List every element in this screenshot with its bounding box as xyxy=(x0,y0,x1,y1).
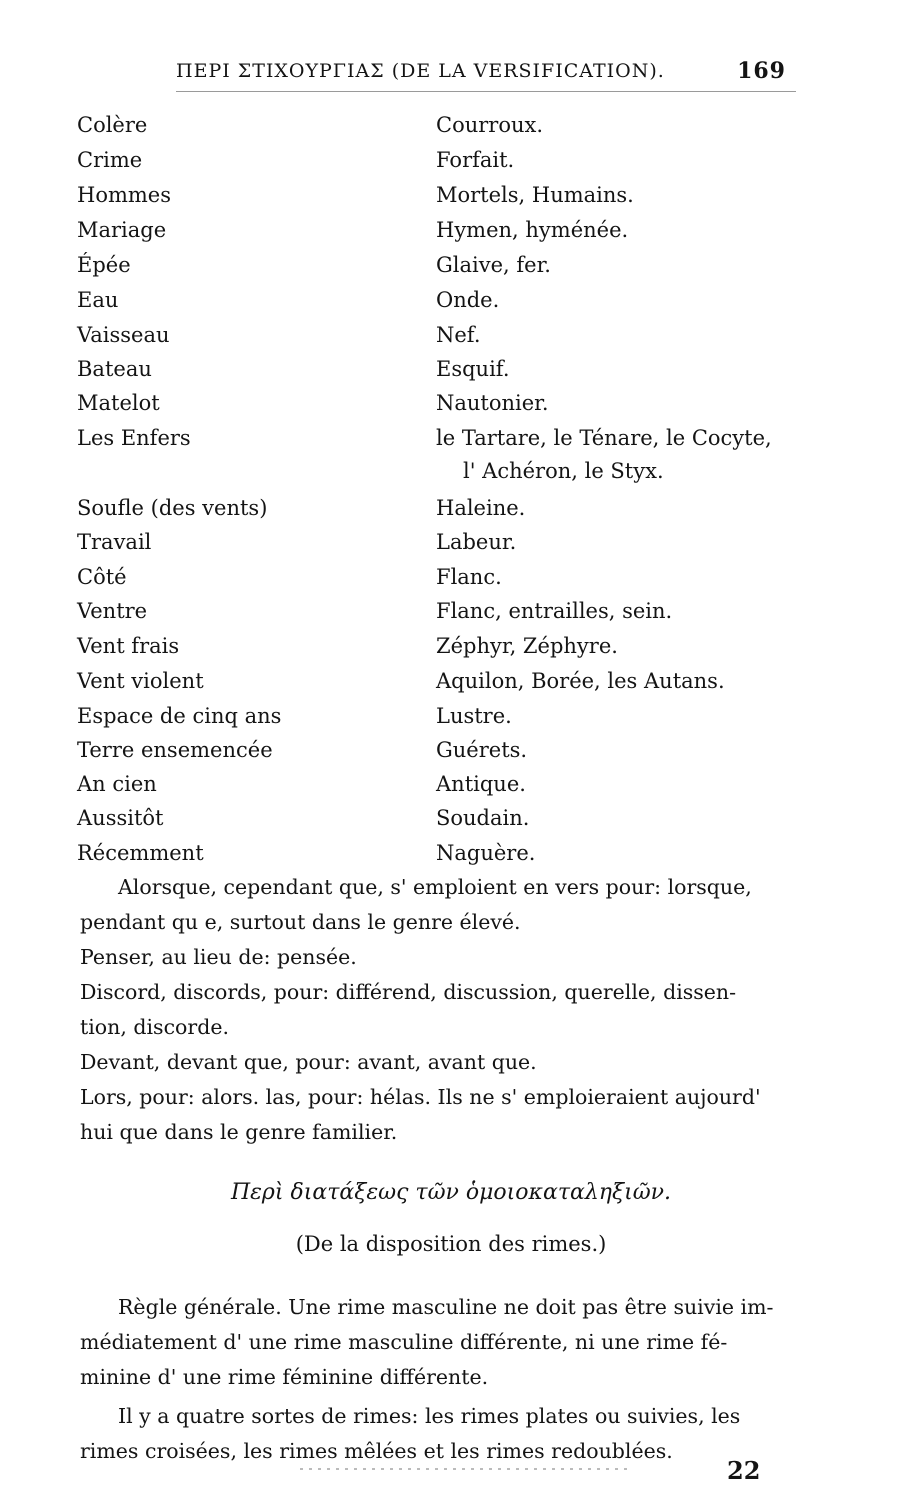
rule-line: Règle générale. Une rime masculine ne doit pas être suivie im- xyxy=(118,1295,774,1319)
note-line: pendant qu e, surtout dans le genre élevé. xyxy=(80,910,521,934)
vocab-term: Vaisseau xyxy=(77,323,170,347)
vocab-synonyms: Nef. xyxy=(436,323,481,347)
vocab-synonyms: Zéphyr, Zéphyre. xyxy=(436,634,618,658)
usage-notes xyxy=(80,870,806,1150)
note-line: hui que dans le genre familier. xyxy=(80,1120,398,1144)
vocab-term: Matelot xyxy=(77,391,160,415)
rule-line: Il y a quatre sortes de rimes: les rimes plates ou suivies, les xyxy=(118,1404,741,1428)
rule-paragraph xyxy=(80,1290,806,1395)
vocab-synonyms: Esquif. xyxy=(436,357,510,381)
vocab-term: Bateau xyxy=(77,357,152,381)
vocab-term: Récemment xyxy=(77,841,204,865)
vocab-synonyms: Aquilon, Borée, les Autans. xyxy=(436,669,725,693)
rule-paragraph xyxy=(80,1399,806,1469)
vocab-synonyms: Flanc. xyxy=(436,565,502,589)
rhyme-rules xyxy=(80,1290,806,1473)
vocab-synonyms: Mortels, Humains. xyxy=(436,183,634,207)
vocab-synonyms: Naguère. xyxy=(436,841,536,865)
vocab-synonyms-continued: l' Achéron, le Styx. xyxy=(463,459,664,483)
section-title-french: (De la disposition des rimes.) xyxy=(295,1232,607,1256)
vocab-synonyms: Courroux. xyxy=(436,113,543,137)
vocab-synonyms: Antique. xyxy=(436,772,526,796)
vocab-synonyms: Onde. xyxy=(436,288,500,312)
vocab-term: Ventre xyxy=(77,599,148,623)
vocab-term: Espace de cinq ans xyxy=(77,704,282,728)
vocab-synonyms: Haleine. xyxy=(436,496,526,520)
vocab-synonyms: Forfait. xyxy=(436,148,515,172)
vocab-term: Côté xyxy=(77,565,127,589)
vocab-term: Crime xyxy=(77,148,143,172)
vocab-synonyms: Glaive, fer. xyxy=(436,253,551,277)
section-title-greek: Περὶ διατάξεως τῶν ὁμοιοκαταληξιῶν. xyxy=(230,1180,672,1205)
vocab-term: Aussitôt xyxy=(77,806,164,830)
vocab-synonyms: Guérets. xyxy=(436,738,528,762)
vocab-term: Eau xyxy=(77,288,119,312)
vocab-synonyms: Flanc, entrailles, sein. xyxy=(436,599,673,623)
vocab-term: Travail xyxy=(77,530,152,554)
vocab-term: Terre ensemencée xyxy=(77,738,273,762)
header-title: ΠΕΡΙ ΣΤΙΧΟΥΡΓΙΑΣ (DE LA VERSIFICATION). xyxy=(176,60,665,82)
vocab-synonyms: le Tartare, le Ténare, le Cocyte, xyxy=(436,426,772,450)
note-paragraph xyxy=(80,1080,806,1150)
running-header xyxy=(176,60,796,90)
note-line: Lors, pour: alors. las, pour: hélas. Ils ne s' emploieraient aujourd' xyxy=(80,1085,761,1109)
note-line: Penser, au lieu de: pensée. xyxy=(80,945,357,969)
note-line: Discord, discords, pour: différend, discussion, querelle, dissen- xyxy=(80,980,737,1004)
note-paragraph xyxy=(80,870,806,940)
rule-line: minine d' une rime féminine différente. xyxy=(80,1365,489,1389)
page-number: 169 xyxy=(737,58,786,84)
vocab-term: Vent frais xyxy=(77,634,180,658)
note-paragraph xyxy=(80,1045,806,1080)
note-line: Alorsque, cependant que, s' emploient en vers pour: lorsque, xyxy=(118,875,752,899)
vocab-synonyms: Soudain. xyxy=(436,806,530,830)
vocab-term: Hommes xyxy=(77,183,171,207)
vocab-term: Les Enfers xyxy=(77,426,191,450)
note-paragraph xyxy=(80,975,806,1045)
note-paragraph xyxy=(80,940,806,975)
rule-line: rimes croisées, les rimes mêlées et les rimes redoublées. xyxy=(80,1439,673,1463)
vocab-synonyms: Labeur. xyxy=(436,530,517,554)
note-line: Devant, devant que, pour: avant, avant que. xyxy=(80,1050,537,1074)
rule-line: médiatement d' une rime masculine différente, ni une rime fé- xyxy=(80,1330,728,1354)
vocab-term: An cien xyxy=(77,772,157,796)
vocab-synonyms: Lustre. xyxy=(436,704,512,728)
vocab-synonyms: Nautonier. xyxy=(436,391,549,415)
note-line: tion, discorde. xyxy=(80,1015,229,1039)
vocab-synonyms: Hymen, hyménée. xyxy=(436,218,629,242)
print-artifact xyxy=(300,1468,630,1470)
signature-mark: 22 xyxy=(727,1456,761,1485)
vocab-term: Mariage xyxy=(77,218,167,242)
vocab-term: Épée xyxy=(77,253,131,277)
header-rule xyxy=(176,91,796,92)
vocab-term: Vent violent xyxy=(77,669,204,693)
vocab-term: Soufle (des vents) xyxy=(77,496,268,520)
vocab-term: Colère xyxy=(77,113,148,137)
